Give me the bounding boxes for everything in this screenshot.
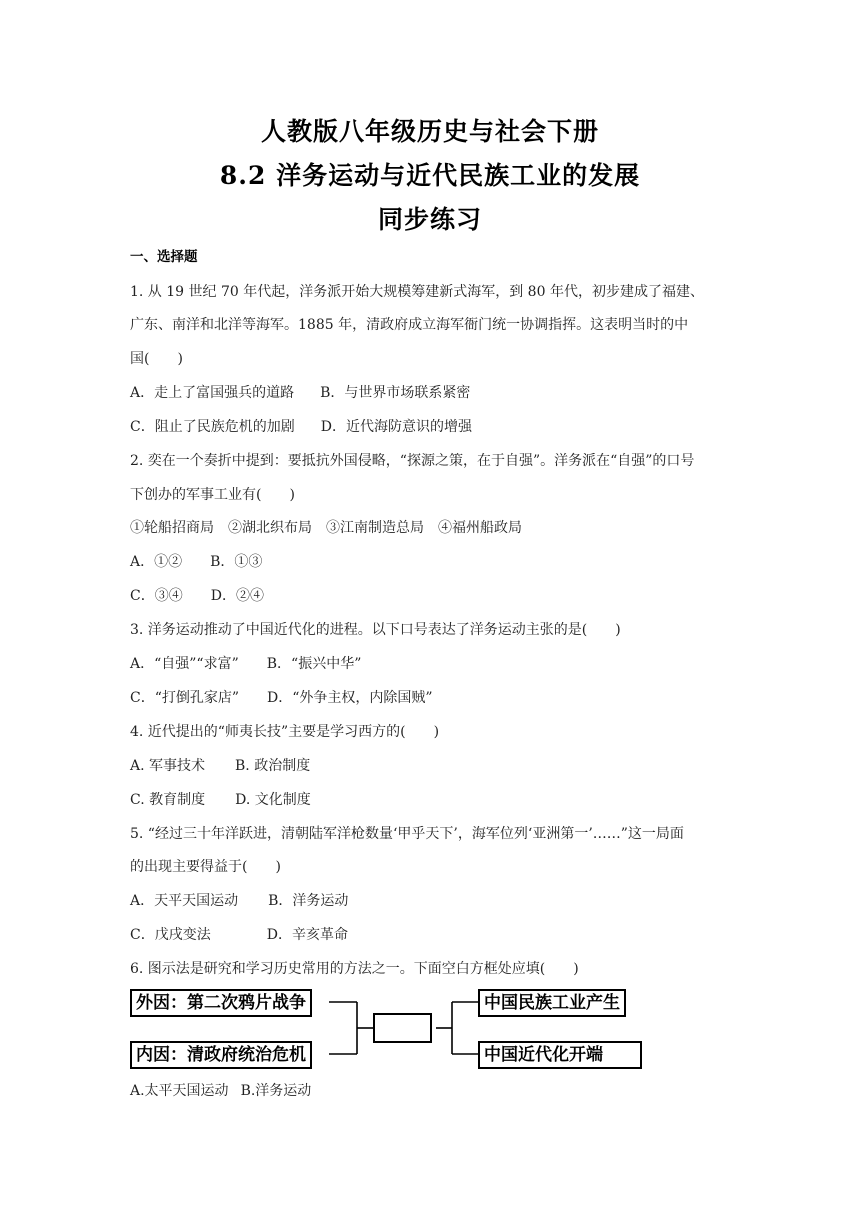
diagram-right-bottom-box: 中国近代化开端: [478, 1041, 642, 1069]
q4-option-a[interactable]: A. 军事技术: [130, 758, 206, 774]
q6-stem-line-1: 6. 图示法是研究和学习历史常用的方法之一。下面空白方框处应填( ): [130, 961, 579, 977]
q2-stem-line-2: 下创办的军事工业有( ): [130, 487, 295, 503]
q1-option-b[interactable]: B．与世界市场联系紧密: [320, 385, 471, 401]
q2-option-d[interactable]: D．②④: [210, 588, 264, 604]
q2-stem-line-1: 2. 奕在一个奏折中提到：要抵抗外国侵略，“探源之策，在于自强”。洋务派在“自强”的口号: [130, 453, 695, 469]
q5-option-b[interactable]: B．洋务运动: [268, 893, 349, 909]
q1-stem-line-1: 1. 从 19 世纪 70 年代起，洋务派开始大规模筹建新式海军，到 80 年代，初步建成了福建、: [130, 284, 704, 300]
q5-option-a[interactable]: A．天平天国运动: [130, 893, 239, 909]
q4-option-b[interactable]: B. 政治制度: [235, 758, 311, 774]
q2-option-a[interactable]: A．①②: [130, 554, 183, 570]
q6-option-a[interactable]: A.太平天国运动: [130, 1083, 229, 1099]
q1-stem-line-3: 国( ): [130, 351, 183, 367]
q3-option-a[interactable]: A．“自强”“求富”: [130, 656, 239, 672]
q3-option-b[interactable]: B．“振兴中华”: [266, 656, 362, 672]
q4-option-c[interactable]: C. 教育制度: [130, 792, 206, 808]
q2-option-c[interactable]: C．③④: [130, 588, 183, 604]
exercise-title: 同步练习: [377, 205, 482, 234]
lesson-title: 8.2 洋务运动与近代民族工业的发展: [219, 161, 641, 190]
q6-options-row-1: [130, 1082, 311, 1100]
diagram-blank-box: [373, 1013, 432, 1043]
q4-stem-line-1: 4. 近代提出的“师夷长技”主要是学习西方的( ): [130, 724, 440, 740]
q2-items: ①轮船招商局 ②湖北织布局 ③江南制造总局 ④福州船政局: [130, 520, 522, 536]
q1-stem-line-2: 广东、南洋和北洋等海军。1885 年，清政府成立海军衙门统一协调指挥。这表明当时的中: [130, 317, 689, 333]
q6-option-b[interactable]: B.洋务运动: [240, 1083, 312, 1099]
diagram-left-top-box: 外因：第二次鸦片战争: [130, 989, 312, 1017]
q4-option-d[interactable]: D. 文化制度: [235, 792, 311, 808]
q5-option-c[interactable]: C．戊戌变法: [130, 927, 211, 943]
q3-option-c[interactable]: C．“打倒孔家店”: [130, 690, 240, 706]
q2-option-b[interactable]: B．①③: [210, 554, 263, 570]
q1-option-a[interactable]: A．走上了富国强兵的道路: [130, 385, 295, 401]
q1-option-c[interactable]: C．阻止了民族危机的加剧: [130, 419, 295, 435]
q1-option-d[interactable]: D．近代海防意识的增强: [320, 419, 472, 435]
q5-option-d[interactable]: D．辛亥革命: [266, 927, 348, 943]
document-title: 人教版八年级历史与社会下册: [260, 117, 599, 146]
diagram-right-top-box: 中国民族工业产生: [478, 989, 626, 1017]
q5-stem-line-2: 的出现主要得益于( ): [130, 859, 281, 875]
q5-stem-line-1: 5. “经过三十年洋跃进，清朝陆军洋枪数量‘甲乎天下’，海军位列‘亚洲第一’……”这一局面: [130, 826, 684, 842]
section-heading: 一、选择题: [130, 249, 198, 265]
q3-stem-line-1: 3. 洋务运动推动了中国近代化的进程。以下口号表达了洋务运动主张的是( ): [130, 622, 621, 638]
q3-option-d[interactable]: D．“外争主权，内除国贼”: [267, 690, 433, 706]
diagram-left-bottom-box: 内因：清政府统治危机: [130, 1041, 312, 1069]
